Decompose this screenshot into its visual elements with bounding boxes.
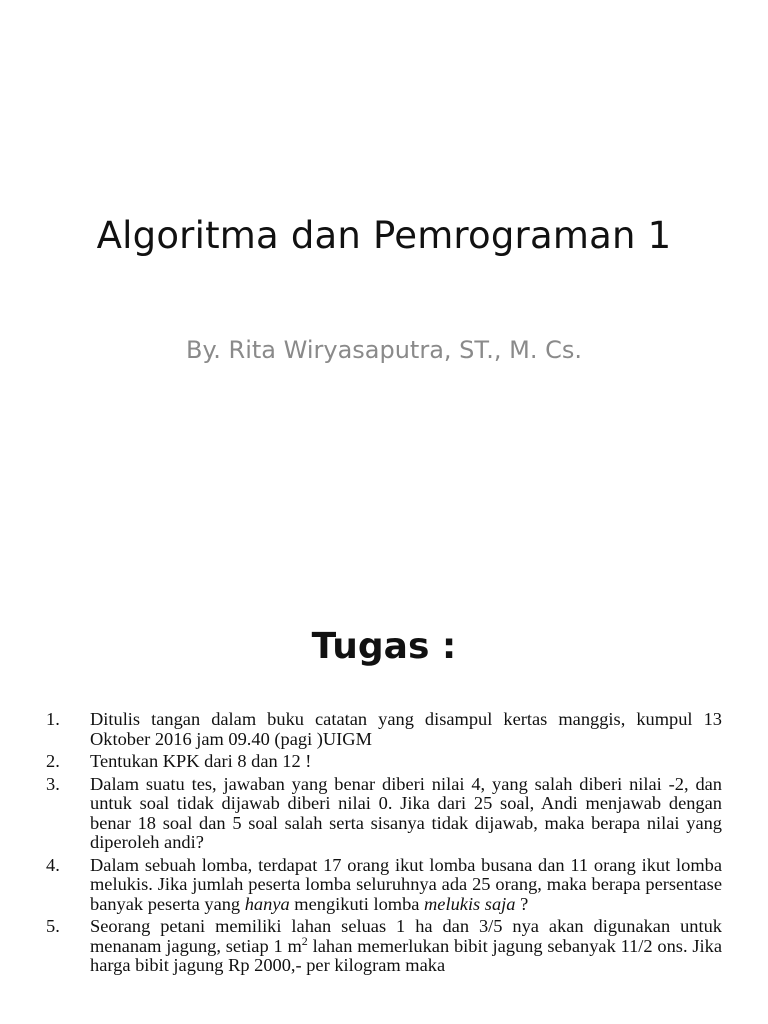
task-text-part: Seorang petani memiliki lahan seluas 1 ha dan 3/5 nya akan digunakan untuk menanam jagung, setiap 1 m [90, 916, 722, 956]
superscript: 2 [301, 933, 308, 948]
assignment-title: Tugas : [311, 626, 457, 667]
presentation-author: By. Rita Wiryasaputra, ST., M. Cs. [186, 336, 582, 364]
task-number: 3. [46, 773, 60, 794]
task-text-part: Dalam sebuah lomba, terdapat 17 orang ikut lomba busana dan 11 orang ikut lomba melukis. Jika jumlah peserta lomba seluruhnya ada 25 orang, maka berapa persentase banyak peserta yang [90, 854, 722, 914]
task-text-part: mengikuti lomba [289, 893, 425, 914]
task-emphasis: hanya [244, 893, 290, 914]
task-text: Tentukan KPK dari 8 dan 12 ! [90, 751, 312, 771]
task-number: 2. [46, 751, 60, 771]
task-item-4 [46, 856, 722, 915]
task-item-5 [46, 917, 722, 976]
task-item-3 [46, 775, 722, 853]
task-item-1 [46, 710, 722, 749]
assignment-slide [0, 576, 768, 1024]
task-text [90, 917, 722, 976]
task-text-part: ? [515, 893, 529, 914]
task-text-part: lahan memerlukan bibit jagung sebanyak 11/2 ons. Jika harga bibit jagung Rp 2000,- per kilogram maka [90, 935, 722, 975]
task-text: Dalam suatu tes, jawaban yang benar diberi nilai 4, yang salah diberi nilai -2, dan untuk soal tidak dijawab diberi nilai 0. Jika dari 25 soal, Andi menjawab dengan benar 18 soal dan 5 soal salah serta sisanya tidak dijawab, maka berapa nilai yang diperoleh andi? [90, 773, 722, 852]
task-item-2 [46, 752, 722, 772]
presentation-title: Algoritma dan Pemrograman 1 [96, 214, 672, 257]
task-text: Ditulis tangan dalam buku catatan yang disampul kertas manggis, kumpul 13 Oktober 2016 jam 09.40 (pagi )UIGM [90, 709, 722, 749]
task-text [90, 856, 722, 915]
task-number: 4. [46, 854, 60, 875]
task-number: 5. [46, 916, 60, 936]
task-emphasis: melukis saja [424, 893, 516, 914]
task-number: 1. [46, 709, 60, 729]
task-list [46, 710, 722, 979]
